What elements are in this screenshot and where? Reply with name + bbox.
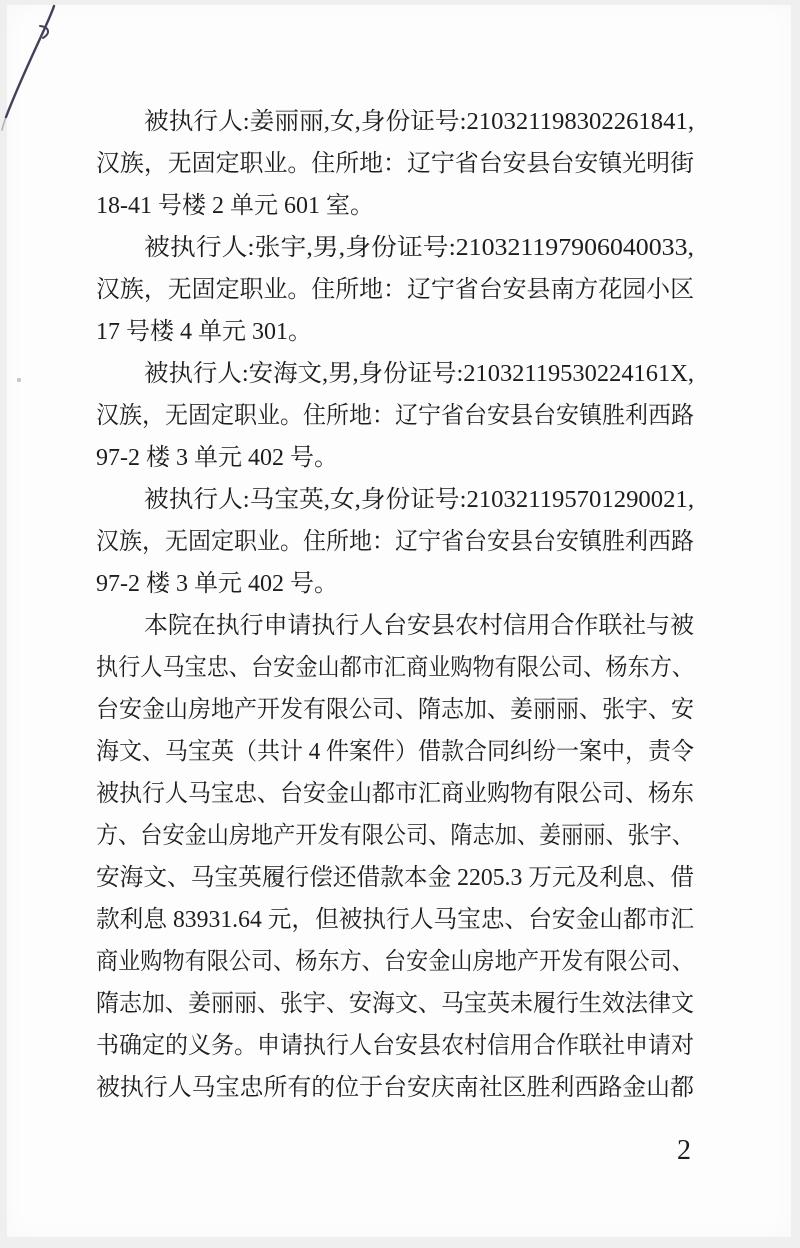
text-line: 安海文、马宝英履行偿还借款本金 2205.3 万元及利息、借: [96, 865, 694, 891]
text-line: 被执行人:马宝英,女,身份证号:210321195701290021,: [144, 487, 694, 513]
paragraph: [96, 479, 694, 605]
text-line: 商业购物有限公司、杨东方、台安金山房地产开发有限公司、: [96, 949, 694, 975]
text-line: 汉族，无固定职业。住所地：辽宁省台安县台安镇光明街: [96, 151, 694, 177]
text-line: 被执行人马宝忠所有的位于台安庆南社区胜利西路金山都: [96, 1075, 694, 1101]
scan-speck: [17, 378, 21, 382]
paragraph: [96, 605, 694, 1109]
text-line: 被执行人:安海文,男,身份证号:21032119530224161X,: [144, 361, 694, 387]
text-line: 海文、马宝英（共计 4 件案件）借款合同纠纷一案中，责令: [96, 739, 694, 765]
pen-stroke-mark: [0, 0, 70, 134]
page-number: 2: [677, 1135, 691, 1166]
text-line: 18-41 号楼 2 单元 601 室。: [96, 193, 374, 219]
text-line: 97-2 楼 3 单元 402 号。: [96, 571, 338, 597]
text-line: 款利息 83931.64 元，但被执行人马宝忠、台安金山都市汇: [96, 907, 694, 933]
text-line: 本院在执行申请执行人台安县农村信用合作联社与被: [144, 613, 694, 639]
text-line: 方、台安金山房地产开发有限公司、隋志加、姜丽丽、张宇、: [96, 823, 694, 849]
text-line: 汉族，无固定职业。住所地：辽宁省台安县台安镇胜利西路: [96, 403, 694, 429]
text-line: 执行人马宝忠、台安金山都市汇商业购物有限公司、杨东方、: [96, 655, 694, 681]
text-line: 被执行人:张宇,男,身份证号:210321197906040033,: [144, 235, 694, 261]
paragraph: [96, 101, 694, 227]
text-line: 隋志加、姜丽丽、张宇、安海文、马宝英未履行生效法律文: [96, 991, 694, 1017]
text-line: 汉族，无固定职业。住所地：辽宁省台安县南方花园小区: [96, 277, 694, 303]
text-line: 书确定的义务。申请执行人台安县农村信用合作联社申请对: [96, 1033, 694, 1059]
document-body: [96, 101, 694, 1109]
text-line: 被执行人:姜丽丽,女,身份证号:210321198302261841,: [144, 109, 694, 135]
paragraph: [96, 227, 694, 353]
paragraph: [96, 353, 694, 479]
text-line: 17 号楼 4 单元 301。: [96, 319, 312, 345]
text-line: 汉族，无固定职业。住所地：辽宁省台安县台安镇胜利西路: [96, 529, 694, 555]
text-line: 97-2 楼 3 单元 402 号。: [96, 445, 338, 471]
text-line: 台安金山房地产开发有限公司、隋志加、姜丽丽、张宇、安: [96, 697, 694, 723]
text-line: 被执行人马宝忠、台安金山都市汇商业购物有限公司、杨东: [96, 781, 694, 807]
